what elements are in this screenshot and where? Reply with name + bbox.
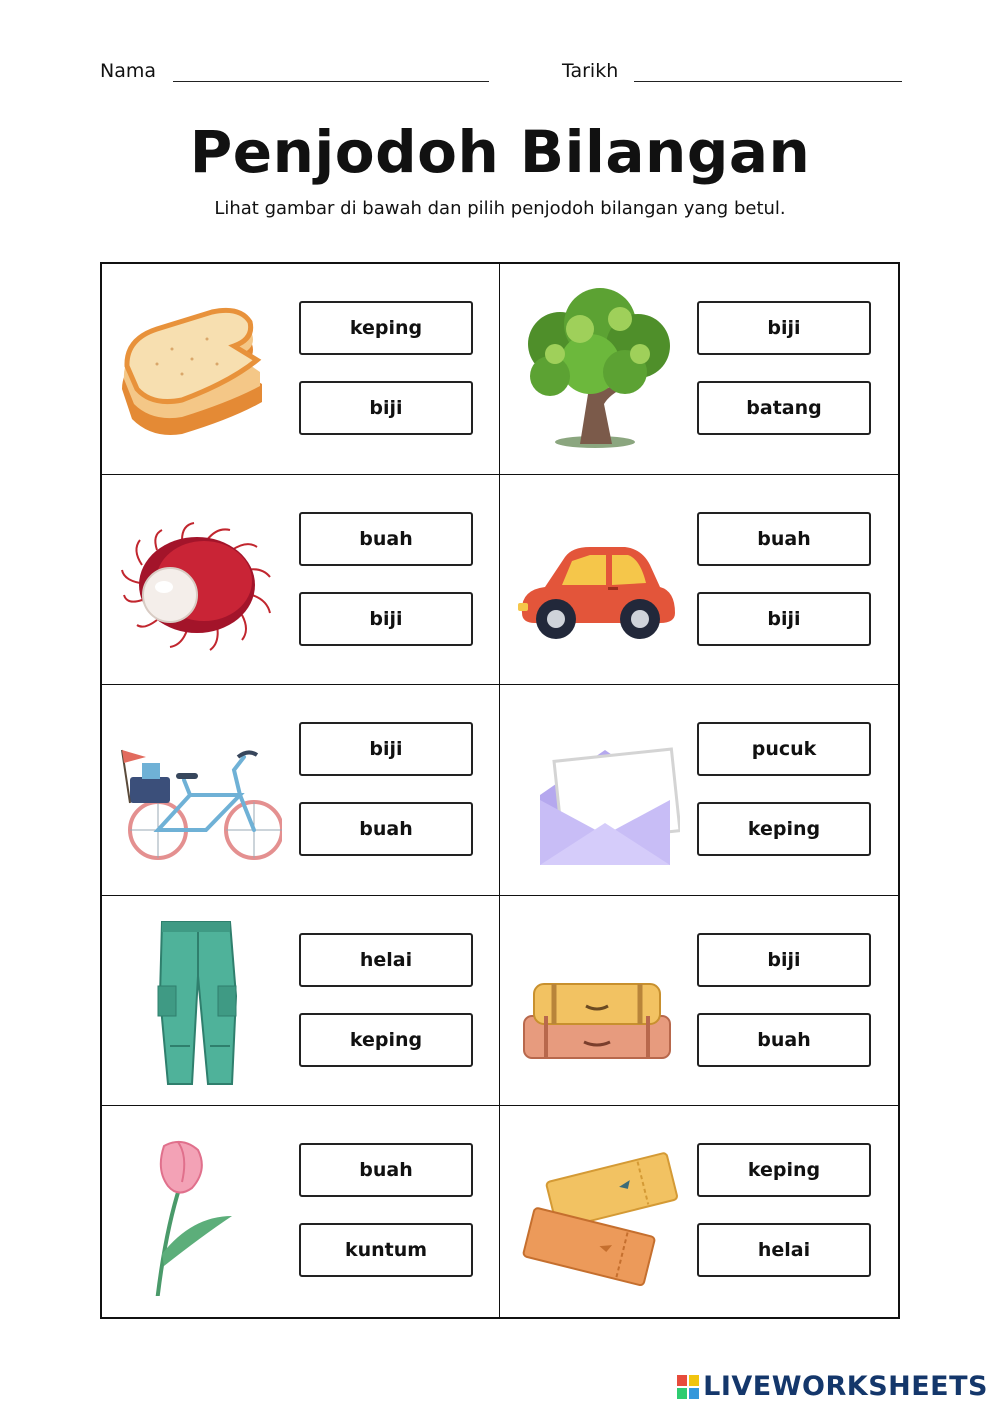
suitcases-picture — [510, 916, 680, 1086]
option-button[interactable]: buah — [697, 512, 871, 566]
trousers-picture — [112, 916, 282, 1086]
option-button[interactable]: batang — [697, 381, 871, 435]
date-line[interactable] — [634, 81, 902, 82]
question-grid — [100, 262, 900, 1319]
logo-square — [677, 1375, 687, 1386]
question-cell — [500, 685, 898, 896]
option-button[interactable]: buah — [697, 1013, 871, 1067]
liveworksheets-logo — [677, 1371, 988, 1402]
page-title: Penjodoh Bilangan — [189, 118, 811, 186]
question-cell — [102, 264, 500, 475]
option-button[interactable]: buah — [299, 512, 473, 566]
question-cell — [102, 1106, 500, 1317]
question-cell — [102, 685, 500, 896]
option-button[interactable]: biji — [697, 592, 871, 646]
question-cell — [500, 264, 898, 475]
logo-square — [677, 1388, 687, 1399]
car-picture — [510, 495, 680, 665]
envelope-picture — [510, 705, 680, 875]
tulip-picture — [112, 1126, 282, 1296]
rambutan-picture — [112, 495, 282, 665]
instructions: Lihat gambar di bawah dan pilih penjodoh bilangan yang betul. — [214, 198, 786, 219]
option-button[interactable]: buah — [299, 1143, 473, 1197]
name-label: Nama — [100, 60, 157, 82]
option-button[interactable]: biji — [299, 722, 473, 776]
option-button[interactable]: helai — [299, 933, 473, 987]
option-button[interactable]: keping — [299, 1013, 473, 1067]
tree-picture — [510, 284, 680, 454]
option-button[interactable]: biji — [697, 933, 871, 987]
logo-square — [689, 1375, 699, 1386]
question-cell — [500, 896, 898, 1107]
date-label: Tarikh — [562, 60, 619, 82]
logo-icon — [677, 1375, 699, 1399]
brand-name: LIVEWORKSHEETS — [703, 1371, 988, 1402]
option-button[interactable]: biji — [299, 592, 473, 646]
tickets-picture — [510, 1126, 680, 1296]
bicycle-picture — [112, 705, 282, 875]
question-cell — [500, 475, 898, 686]
option-button[interactable]: biji — [697, 301, 871, 355]
question-cell — [102, 896, 500, 1107]
option-button[interactable]: helai — [697, 1223, 871, 1277]
logo-square — [689, 1388, 699, 1399]
bread-picture — [112, 284, 282, 454]
option-button[interactable]: kuntum — [299, 1223, 473, 1277]
option-button[interactable]: biji — [299, 381, 473, 435]
question-cell — [500, 1106, 898, 1317]
option-button[interactable]: pucuk — [697, 722, 871, 776]
option-button[interactable]: keping — [299, 301, 473, 355]
option-button[interactable]: buah — [299, 802, 473, 856]
question-cell — [102, 475, 500, 686]
option-button[interactable]: keping — [697, 1143, 871, 1197]
option-button[interactable]: keping — [697, 802, 871, 856]
name-line[interactable] — [173, 81, 489, 82]
